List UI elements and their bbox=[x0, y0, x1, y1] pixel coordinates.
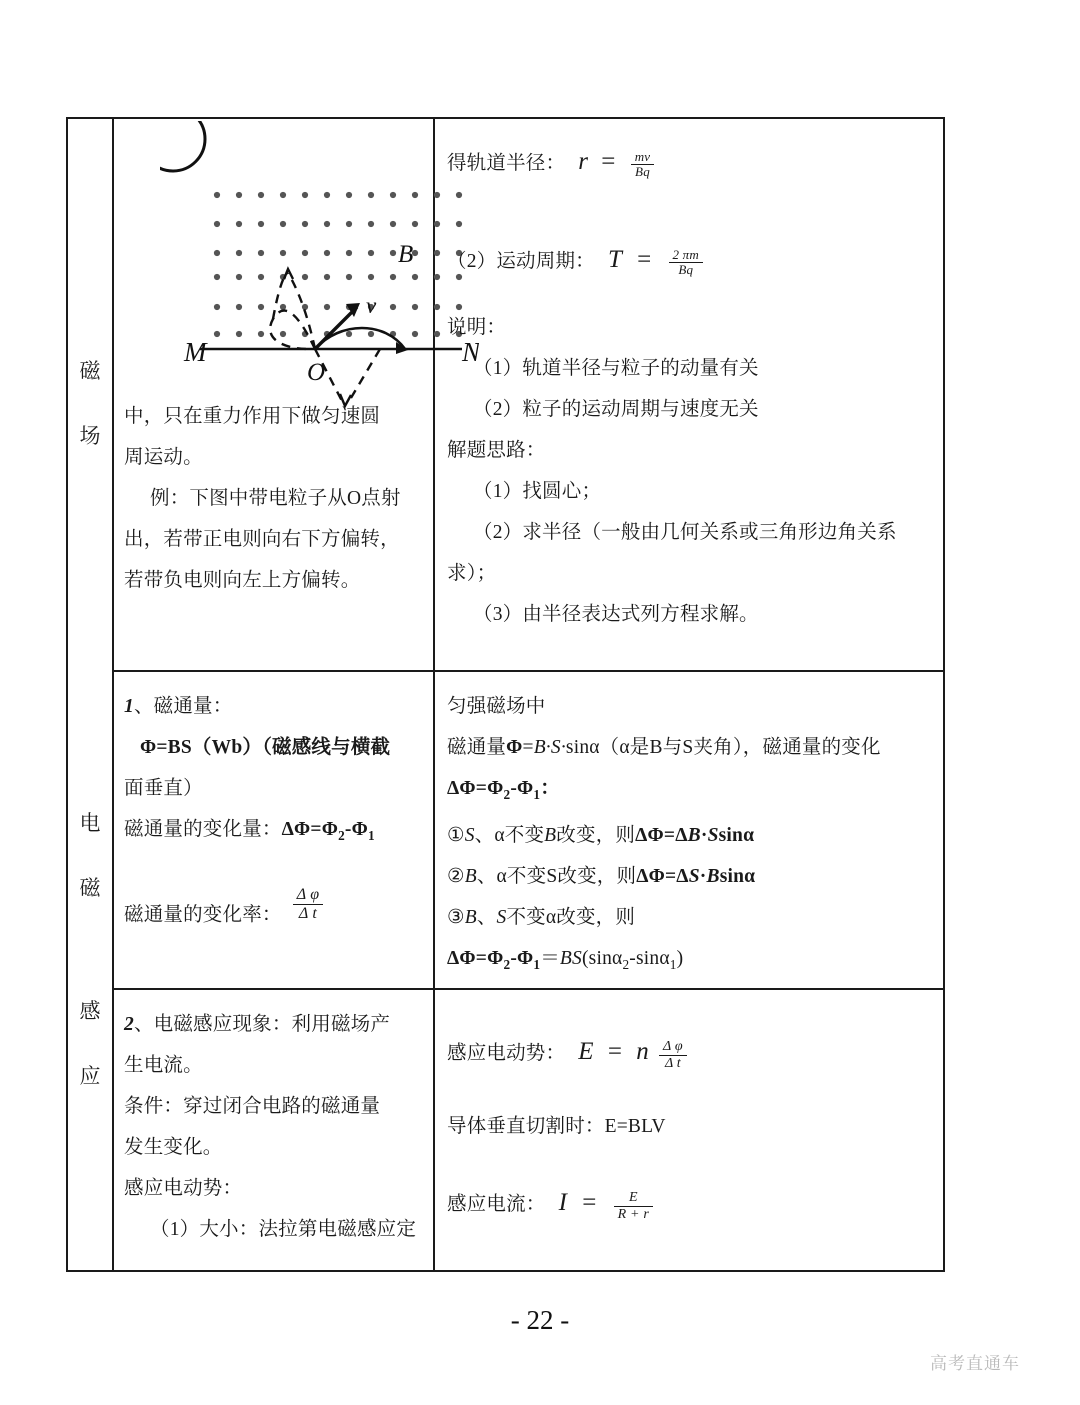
row1-right-cell bbox=[435, 119, 947, 670]
current-label: 感应电流： bbox=[447, 1194, 546, 1215]
induction-heading-number: 2 bbox=[124, 1014, 134, 1035]
orbital-radius-label: 得轨道半径： bbox=[447, 153, 566, 174]
row-label-electromagnetic bbox=[68, 813, 112, 943]
negative-charge-dashed-path bbox=[270, 273, 315, 349]
flux-heading-text: 、磁通量： bbox=[133, 696, 233, 717]
row1-left-line: 若带负电则向左上方偏转。 bbox=[124, 570, 361, 591]
method-item: （3）由半径表达式列方程求解。 bbox=[473, 604, 759, 625]
spacer bbox=[447, 189, 942, 235]
row-label-char: 场 bbox=[79, 424, 101, 448]
methods-title: 解题思路： bbox=[447, 440, 546, 461]
period-formula bbox=[447, 235, 942, 287]
label-N: N bbox=[462, 337, 479, 367]
radius-numerator: mv bbox=[631, 150, 655, 166]
emf-numerator: Δ φ bbox=[659, 1039, 687, 1056]
row-label-char: 磁 bbox=[79, 876, 101, 900]
spacer bbox=[447, 1080, 945, 1106]
current-numerator: E bbox=[614, 1190, 653, 1207]
flux-rate-label: 磁通量的变化率： bbox=[124, 904, 282, 926]
case1-text: ①S、α不变B改变，则ΔΦ=ΔB·Ssinα bbox=[447, 824, 755, 846]
flux-case-1 bbox=[447, 815, 945, 856]
flux-case-3 bbox=[447, 897, 945, 938]
row1-left-line: 中，只在重力作用下做匀速圆 bbox=[124, 406, 381, 427]
induction-line: 条件：穿过闭合电路的磁通量 bbox=[124, 1096, 381, 1117]
flux-change-label: 磁通量的变化量： bbox=[124, 819, 282, 840]
page-number: - 22 - bbox=[510, 1305, 570, 1335]
flux-rate-fraction bbox=[293, 886, 324, 923]
flux-heading bbox=[124, 686, 429, 727]
period-label: （2）运动周期： bbox=[447, 251, 595, 272]
label-v: v bbox=[366, 293, 377, 318]
magnetic-field-dot-grid bbox=[214, 192, 462, 337]
induced-current-formula bbox=[447, 1177, 945, 1231]
emf-turns-n: n bbox=[636, 1038, 649, 1065]
note-item: （1）轨道半径与粒子的动量有关 bbox=[473, 358, 759, 379]
radius-equals: = bbox=[601, 148, 616, 175]
cutting-emf-line: 导体垂直切割时：E=BLV bbox=[447, 1116, 666, 1137]
emf-fraction bbox=[659, 1039, 687, 1071]
flux-definition-line2: 面垂直） bbox=[124, 778, 203, 799]
radius-fraction bbox=[631, 150, 655, 180]
charged-particle-in-magnetic-field-diagram bbox=[160, 121, 479, 411]
period-denominator: Bq bbox=[678, 262, 694, 278]
row1-left-line: 周运动。 bbox=[124, 447, 203, 468]
case3-text: ③B、S不变α改变，则 bbox=[447, 906, 636, 928]
induction-line: 感应电动势： bbox=[124, 1178, 243, 1199]
row1-left-line: 例：下图中带电粒子从O点射 bbox=[150, 488, 401, 509]
note-item: （2）粒子的运动周期与速度无关 bbox=[473, 399, 759, 420]
period-symbol: T bbox=[607, 246, 623, 273]
particle-trajectory-arc bbox=[315, 328, 405, 349]
delta-flux-definition bbox=[447, 768, 945, 815]
induction-line: （1）大小：法拉第电磁感应定 bbox=[150, 1219, 417, 1240]
flux-heading-number: 1 bbox=[124, 696, 134, 717]
flux-symbol-phi: Φ bbox=[506, 737, 523, 758]
flux-formula-line bbox=[447, 727, 945, 768]
row2-left-cell bbox=[114, 672, 433, 988]
radius-denominator: Bq bbox=[635, 164, 650, 180]
delta-flux-formula: $\Delta\Phi=\Phi_2-\Phi_1$： bbox=[447, 778, 560, 802]
emf-equals: = bbox=[607, 1038, 623, 1065]
flux-sin-term: sinα（α是B与S夹角），磁通量的变化 bbox=[565, 737, 881, 758]
current-denominator: R + r bbox=[617, 1206, 650, 1222]
emf-denominator: Δ t bbox=[664, 1055, 681, 1071]
flux-bs-term: B·S· bbox=[533, 737, 566, 758]
row1-left-paragraph bbox=[124, 396, 424, 601]
flux-case-3-formula bbox=[447, 938, 945, 985]
uniform-field-title: 匀强磁场中 bbox=[447, 696, 546, 717]
flux-rate-numerator: Δ φ bbox=[293, 886, 324, 905]
label-B: B bbox=[398, 241, 414, 268]
spacer bbox=[124, 856, 429, 886]
induction-heading bbox=[124, 1004, 429, 1045]
period-fraction bbox=[669, 248, 703, 278]
period-equals: = bbox=[637, 246, 652, 273]
row3-right-cell bbox=[435, 990, 947, 1272]
flux-formula-prefix: 磁通量 bbox=[447, 737, 507, 758]
induction-heading-text: 、电磁感应现象：利用磁场产 bbox=[133, 1014, 391, 1035]
flux-definition-line1 bbox=[124, 727, 429, 768]
radius-symbol: r bbox=[578, 148, 589, 175]
current-equals: = bbox=[582, 1189, 597, 1216]
spacer bbox=[447, 1147, 945, 1177]
orbital-radius-formula bbox=[447, 137, 942, 189]
row1-left-line: 出，若带正电则向右下方偏转， bbox=[124, 529, 400, 550]
row-label-char: 磁 bbox=[79, 359, 101, 383]
flux-change-line bbox=[124, 809, 429, 856]
induction-line: 发生变化。 bbox=[124, 1137, 223, 1158]
row3-left-cell bbox=[114, 990, 433, 1272]
period-numerator: 2 πm bbox=[669, 248, 703, 264]
watermark: 高考直通车 bbox=[930, 1354, 1020, 1373]
row2-right-cell bbox=[435, 672, 947, 988]
negative-path-arrowhead bbox=[284, 269, 293, 279]
current-symbol: I bbox=[558, 1189, 568, 1216]
flux-phi-bs: Φ=BS（Wb）（磁感线与横截 bbox=[140, 737, 391, 758]
case3-formula: $\Delta\Phi=\Phi_2-\Phi_1=BS(\sin\alpha_2-\sin\alpha_1)$ bbox=[447, 947, 684, 972]
emf-label: 感应电动势： bbox=[447, 1043, 566, 1064]
induction-line: 生电流。 bbox=[124, 1055, 203, 1076]
spacer bbox=[447, 287, 942, 307]
row-label-char: 电 bbox=[79, 811, 101, 835]
emf-symbol: E bbox=[578, 1038, 594, 1065]
row-label-char: 感 bbox=[79, 999, 101, 1023]
flux-change-formula: $\Delta\Phi=\Phi_2-\Phi_1$ bbox=[281, 819, 375, 843]
label-O: O bbox=[307, 359, 326, 386]
case2-text: ②B、α不变S改变，则ΔΦ=ΔS·Bsinα bbox=[447, 865, 756, 887]
flux-rate-denominator: Δ t bbox=[298, 904, 318, 922]
clipped-circle-decoration bbox=[160, 121, 205, 171]
label-M: M bbox=[184, 337, 207, 367]
row-label-magnetic-field bbox=[68, 361, 112, 491]
method-item: 求）； bbox=[447, 563, 497, 584]
row-label-char: 应 bbox=[79, 1064, 101, 1088]
flux-equals: = bbox=[522, 737, 534, 758]
emf-formula bbox=[447, 1026, 945, 1080]
physics-notes-table bbox=[66, 117, 945, 1272]
flux-rate-line bbox=[124, 886, 429, 935]
method-item: （2）求半径（一般由几何关系或三角形边角关系 bbox=[473, 522, 897, 543]
current-fraction bbox=[614, 1190, 653, 1222]
method-item: （1）找圆心； bbox=[473, 481, 602, 502]
flux-case-2 bbox=[447, 856, 945, 897]
row-label-induction bbox=[68, 1001, 112, 1131]
notes-title: 说明： bbox=[447, 317, 507, 338]
